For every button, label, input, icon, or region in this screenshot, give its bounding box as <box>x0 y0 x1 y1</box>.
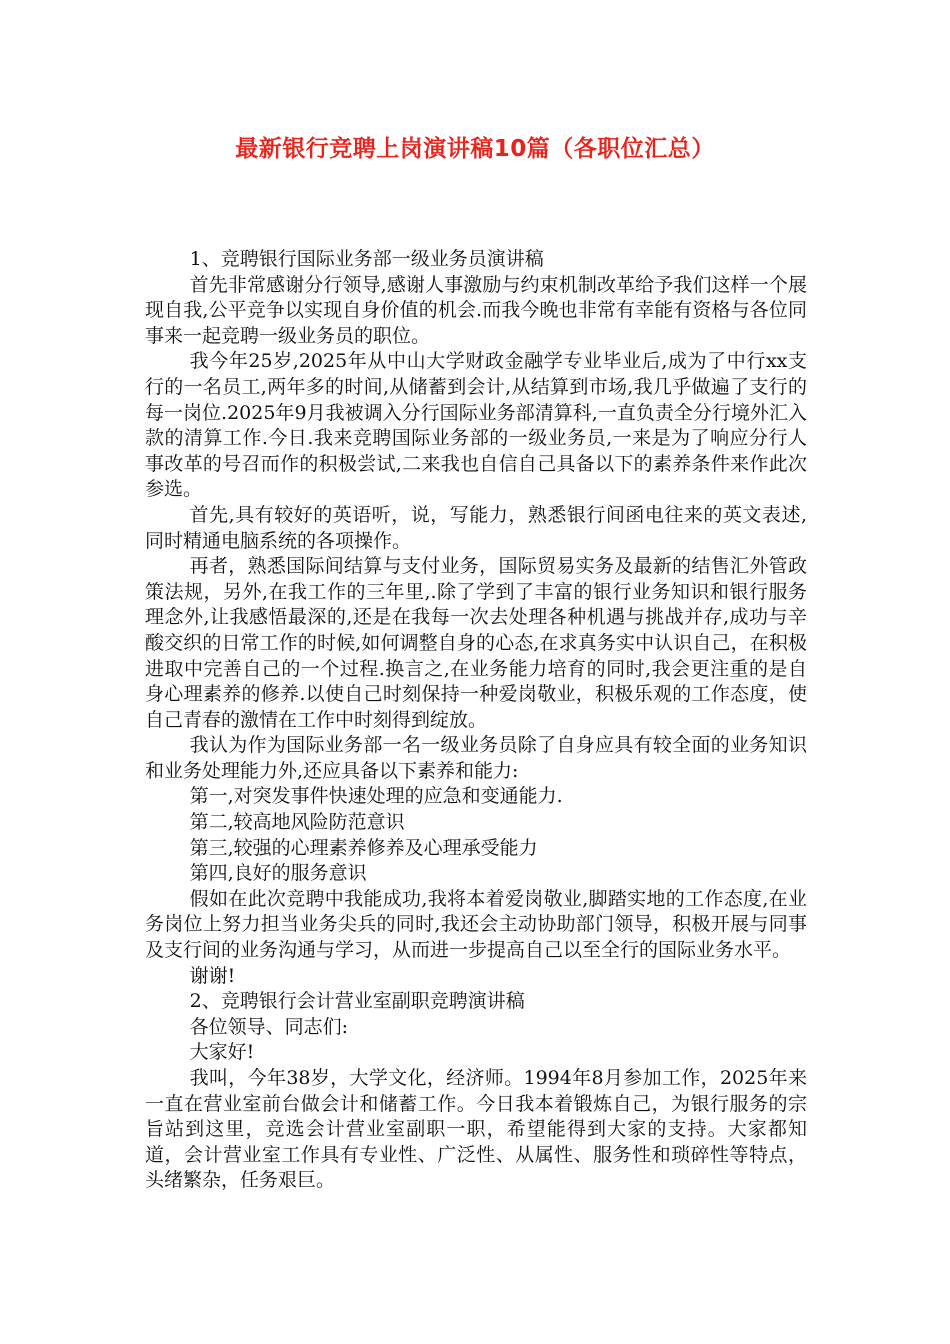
paragraph: 再者，熟悉国际间结算与支付业务，国际贸易实务及最新的结售汇外管政策法规，另外,在我工作的三年里,.除了学到了丰富的银行业务知识和银行服务理念外,让我感悟最深的,还是在我每一次去处理各种机遇与挑战并存,成功与辛酸交织的日常工作的时候,如何调整自身的心态,在求真务实中认识自己，在积极进取中完善自己的一个过程.换言之,在业务能力培育的同时,我会更注重的是自身心理素养的修养.以使自己时刻保持一种爱岗敬业，积极乐观的工作态度，使自己青春的激情在工作中时刻得到绽放。 <box>145 555 807 731</box>
document-title: 最新银行竞聘上岗演讲稿10篇（各职位汇总） <box>235 136 715 162</box>
paragraph: 我今年25岁,2025年从中山大学财政金融学专业毕业后,成为了中行xx支行的一名员工,两年多的时间,从储蓄到会计,从结算到市场,我几乎做遍了支行的每一岗位.2025年9月我被调入分行国际业务部清算科,一直负责全分行境外汇入款的清算工作.今日.我来竞聘国际业务部的一级业务员,一来是为了响应分行人事改革的号召而作的积极尝试,二来我也自信自己具备以下的素养条件来作此次参选。 <box>145 350 807 501</box>
list-item: 第二,较高地风险防范意识 <box>189 811 405 834</box>
paragraph: 首先,具有较好的英语听，说，写能力，熟悉银行间函电往来的英文表述,同时精通电脑系统的各项操作。 <box>145 503 807 552</box>
list-item: 第四,良好的服务意识 <box>189 862 367 885</box>
list-item: 第三,较强的心理素养修养及心理承受能力 <box>189 836 538 859</box>
paragraph: 假如在此次竞聘中我能成功,我将本着爱岗敬业,脚踏实地的工作态度,在业务岗位上努力担当业务尖兵的同时,我还会主动协助部门领导，积极开展与同事及支行间的业务沟通与学习，从而进一步提高自己以至全行的国际业务水平。 <box>145 887 807 962</box>
paragraph: 首先非常感谢分行领导,感谢人事激励与约束机制改革给予我们这样一个展现自我,公平竞争以实现自身价值的机会.而我今晚也非常有幸能有资格与各位同事来一起竞聘一级业务员的职位。 <box>145 273 807 347</box>
section-heading: 1、竞聘银行国际业务部一级业务员演讲稿 <box>189 248 544 270</box>
paragraph: 谢谢! <box>189 964 236 987</box>
salutation: 各位领导、同志们: <box>189 1015 349 1038</box>
paragraph: 我叫，今年38岁，大学文化，经济师。1994年8月参加工作，2025年来一直在营业室前台做会计和储蓄工作。今日我本着锻炼自己，为银行服务的宗旨站到这里，竞选会计营业室副职一职，希望能得到大家的支持。大家都知道，会计营业室工作具有专业性、广泛性、从属性、服务性和琐碎性等特点，头绪繁杂，任务艰巨。 <box>145 1067 807 1192</box>
greeting: 大家好! <box>189 1041 255 1064</box>
section-heading: 2、竞聘银行会计营业室副职竞聘演讲稿 <box>189 990 525 1013</box>
paragraph: 我认为作为国际业务部一名一级业务员除了自身应具有较全面的业务知识和业务处理能力外,还应具备以下素养和能力: <box>145 734 807 782</box>
list-item: 第一,对突发事件快速处理的应急和变通能力. <box>189 785 563 808</box>
document-body <box>145 247 807 1194</box>
